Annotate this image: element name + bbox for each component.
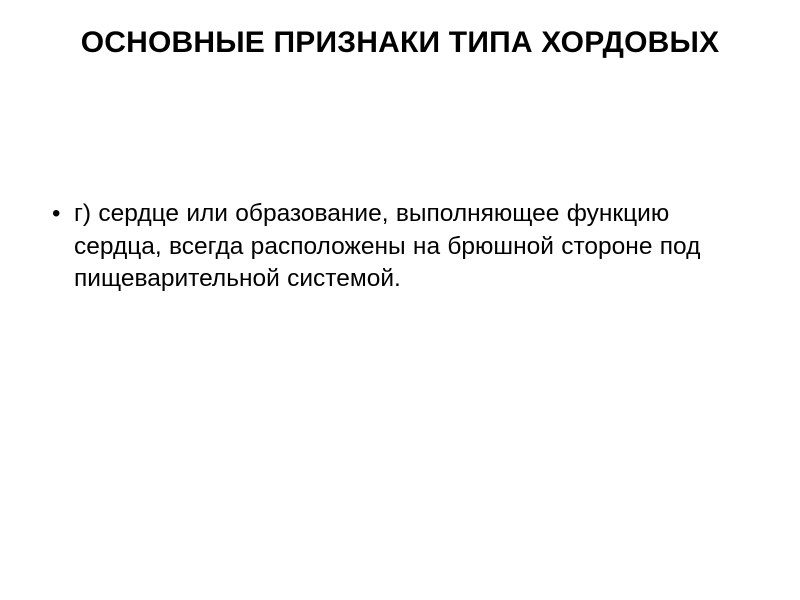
list-item (52, 198, 752, 296)
bullet-icon: • (52, 200, 61, 227)
list-item-text: г) сердце или образование, выполняющее функцию сердца, всегда расположены на брюшной стороне под пищеварительной системой. (74, 200, 701, 293)
slide-body (52, 198, 752, 296)
page-title: ОСНОВНЫЕ ПРИЗНАКИ ТИПА ХОРДОВЫХ (80, 26, 720, 59)
